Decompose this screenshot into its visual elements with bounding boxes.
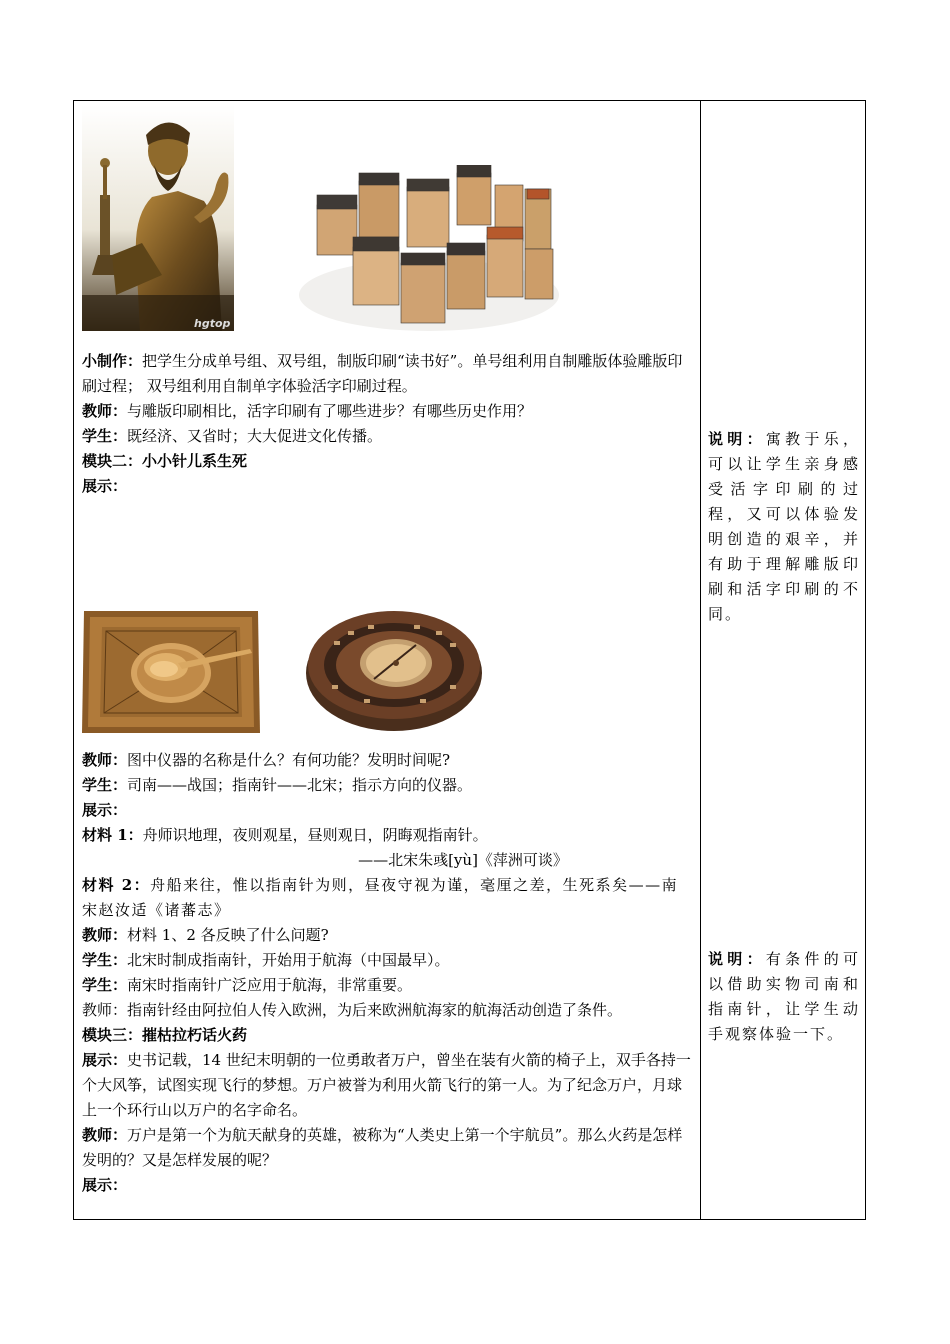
module-two-heading: 模块二：小小针儿系生死 — [82, 452, 248, 470]
activity-paragraph: 小制作：把学生分成单号组、双号组，制版印刷“读书好”。单号组利用自制雕版体验雕版印刷过程； 双号组利用自制单字体验活字印刷过程。 — [82, 352, 683, 395]
material-1: 材料 1：舟师识地理，夜则观星，昼则观日，阴晦观指南针。 — [82, 826, 488, 844]
display-label-2: 展示： — [82, 801, 128, 819]
sinan-spoon-image — [82, 607, 260, 735]
display-label-3: 展示： — [82, 1176, 128, 1194]
student-answer-2: 学生：司南——战国；指南针——北宋；指示方向的仪器。 — [82, 776, 473, 794]
note-2: 说明：有条件的可以借助实物司南和指南针，让学生动手观察体验一下。 — [708, 950, 860, 1043]
teacher-question-4: 教师：万户是第一个为航天献身的英雄，被称为“人类史上第一个宇航员”。那么火药是怎样发明的？又是怎样发展的呢？ — [82, 1126, 683, 1169]
student-answer: 学生：既经济、又省时；大大促进文化传播。 — [82, 427, 383, 445]
teacher-explanation: 教师：指南针经由阿拉伯人传入欧洲，为后来欧洲航海家的航海活动创造了条件。 — [82, 1001, 623, 1019]
teacher-question: 教师：与雕版印刷相比，活字印刷有了哪些进步？有哪些历史作用？ — [82, 402, 533, 420]
display-label: 展示： — [82, 477, 128, 495]
compass-image — [304, 601, 484, 733]
column-divider — [700, 101, 701, 1219]
text-block-1 — [82, 349, 694, 499]
material-2: 材料 2：舟船来往，惟以指南针为则，昼夜守视为谨，毫厘之差，生死系矣——南宋赵汝适《诸蕃志》 — [82, 876, 679, 919]
lesson-table — [73, 100, 866, 1220]
module-three-heading: 模块三：摧枯拉朽话火药 — [82, 1026, 248, 1044]
text-block-2 — [82, 748, 694, 1198]
bisheng-statue-image — [82, 105, 234, 331]
teacher-question-3: 教师：材料 1、2 各反映了什么问题? — [82, 926, 329, 944]
material-1-source: ——北宋朱彧[yù]《萍洲可谈》 — [358, 851, 568, 869]
student-answer-3: 学生：北宋时制成指南针，开始用于航海（中国最早）。 — [82, 951, 450, 969]
wanhu-story: 展示：史书记载，14 世纪末明朝的一位勇敢者万户，曾坐在装有火箭的椅子上，双手各持一个大风筝，试图实现飞行的梦想。万户被誉为利用火箭飞行的第一人。为了纪念万户，月球上一个环行山以万户的名字命名。 — [82, 1051, 691, 1119]
svg-text:hgtop: hgtop — [194, 317, 231, 330]
teacher-question-2: 教师：图中仪器的名称是什么？有何功能？发明时间呢? — [82, 751, 451, 769]
student-answer-4: 学生：南宋时指南针广泛应用于航海，非常重要。 — [82, 976, 413, 994]
movable-type-image — [297, 165, 559, 333]
note-1: 说明：寓教于乐，可以让学生亲身感受活字印刷的过程，又可以体验发明创造的艰辛，并有助于理解雕版印刷和活字印刷的不同。 — [708, 430, 860, 623]
